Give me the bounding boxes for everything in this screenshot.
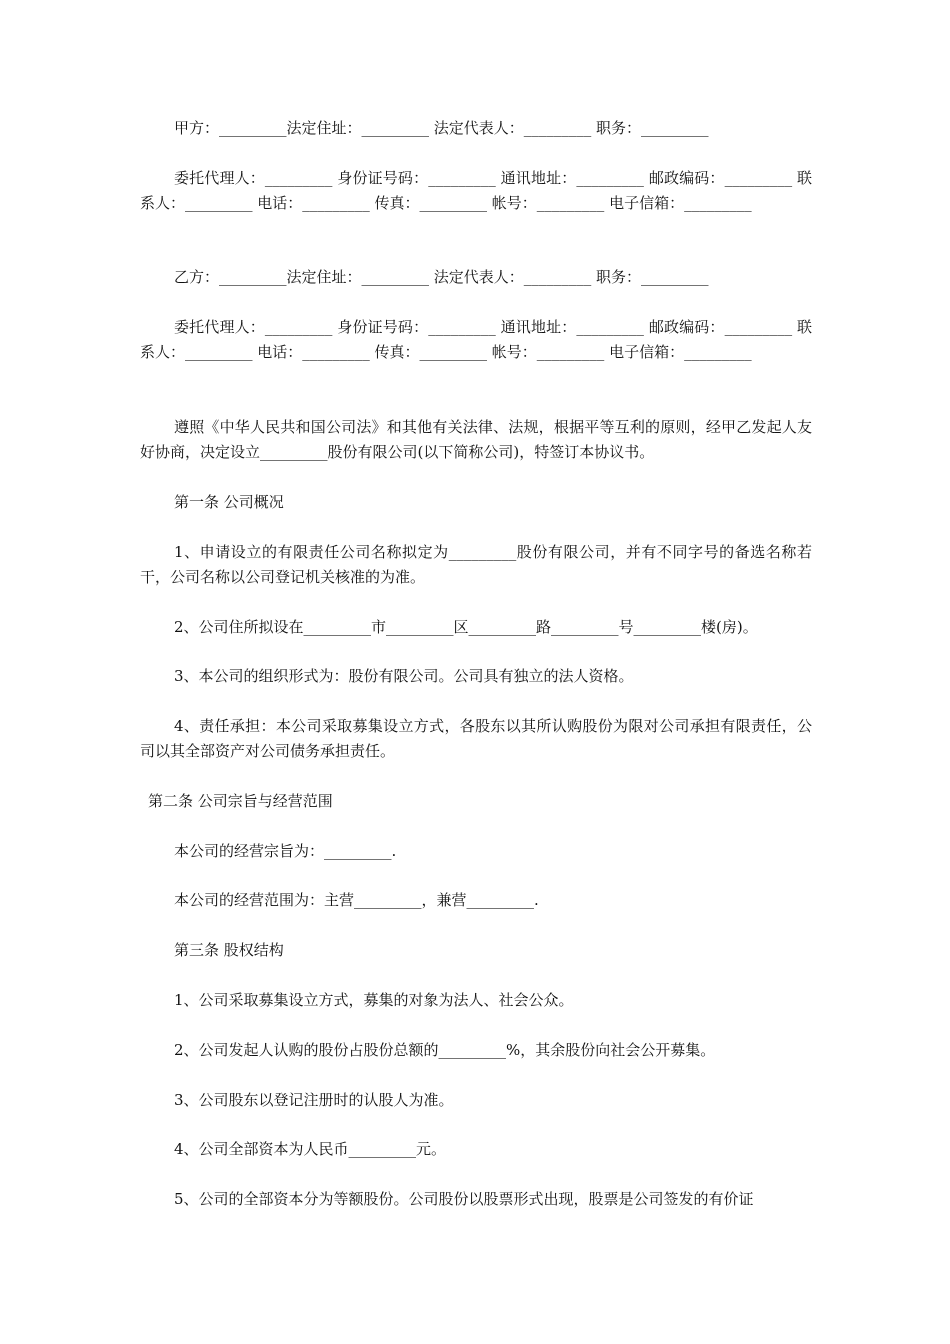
article-1-item-2: 2、公司住所拟设在_________市_________区_________路_________号_________楼(房)。 (174, 618, 758, 636)
business-purpose: 本公司的经营宗旨为：_________. (174, 842, 397, 860)
article-1-item-3: 3、本公司的组织形式为：股份有限公司。公司具有独立的法人资格。 (174, 667, 634, 685)
party-a-agent-info: 委托代理人：_________ 身份证号码：_________ 通讯地址：_________ 邮政编码：_________ 联系人：_________ 电话：_________ 传真：_________ 帐号：_________ 电子信箱：_________ (140, 169, 812, 212)
article-3-item-5: 5、公司的全部资本分为等额股份。公司股份以股票形式出现，股票是公司签发的有价证 (174, 1190, 754, 1208)
article-1-item-1: 1、申请设立的有限责任公司名称拟定为_________股份有限公司，并有不同字号的备选名称若干，公司名称以公司登记机关核准的为准。 (140, 543, 812, 586)
article-3-item-1: 1、公司采取募集设立方式，募集的对象为法人、社会公众。 (174, 991, 574, 1009)
article-3-item-2: 2、公司发起人认购的股份占股份总额的_________%，其余股份向社会公开募集。 (174, 1041, 716, 1059)
article-3-item-4: 4、公司全部资本为人民币_________元。 (174, 1140, 447, 1158)
party-b-agent-info: 委托代理人：_________ 身份证号码：_________ 通讯地址：_________ 邮政编码：_________ 联系人：_________ 电话：_________ 传真：_________ 帐号：_________ 电子信箱：_________ (140, 318, 812, 361)
article-3-item-3: 3、公司股东以登记注册时的认股人为准。 (174, 1091, 454, 1109)
party-a-line: 甲方：_________法定住址：_________ 法定代表人：_________ 职务：_________ (174, 119, 709, 137)
article-3-heading: 第三条 股权结构 (174, 941, 284, 959)
preamble-paragraph: 遵照《中华人民共和国公司法》和其他有关法律、法规，根据平等互利的原则，经甲乙发起人友好协商，决定设立_________股份有限公司(以下简称公司)，特签订本协议书。 (140, 418, 812, 461)
article-2-heading: 第二条 公司宗旨与经营范围 (148, 792, 333, 810)
party-b-line: 乙方：_________法定住址：_________ 法定代表人：_________ 职务：_________ (174, 268, 709, 286)
article-1-heading: 第一条 公司概况 (174, 493, 284, 511)
business-scope: 本公司的经营范围为：主营_________，兼营_________. (174, 891, 539, 909)
article-1-item-4: 4、责任承担：本公司采取募集设立方式，各股东以其所认购股份为限对公司承担有限责任，公司以其全部资产对公司债务承担责任。 (140, 717, 812, 760)
